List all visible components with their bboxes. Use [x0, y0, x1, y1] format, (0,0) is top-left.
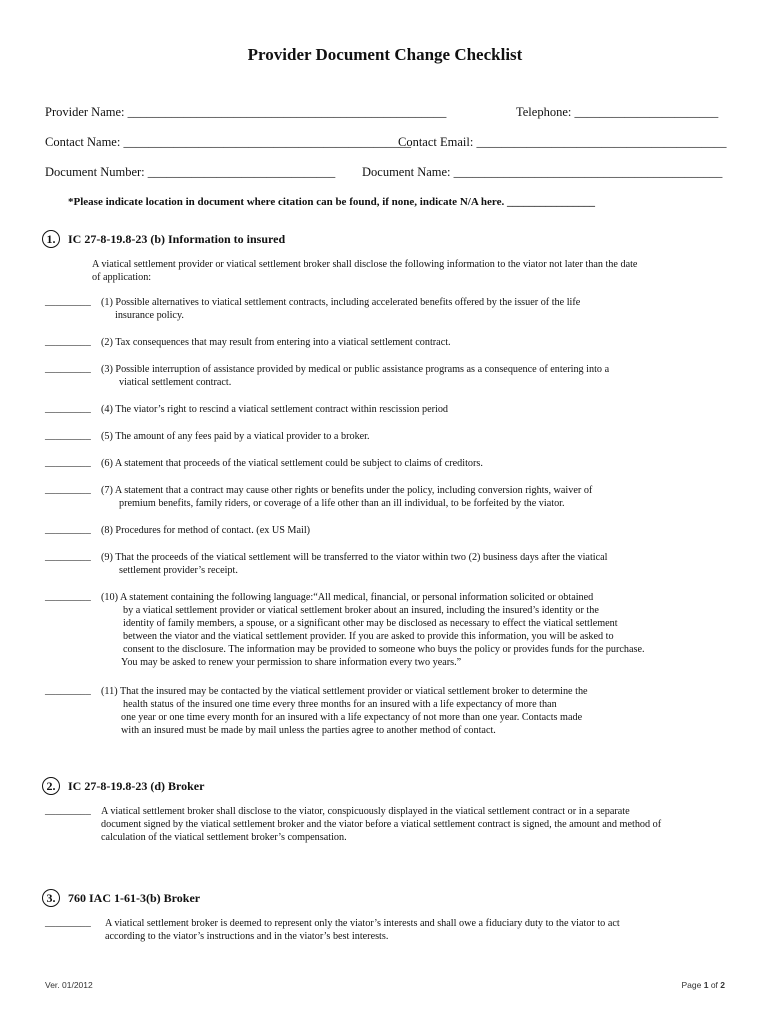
item-3-blank[interactable]: _________ [45, 363, 91, 374]
item-line: insurance policy. [115, 310, 184, 321]
item-8-blank[interactable]: _________ [45, 524, 91, 535]
item-line: health status of the insured one time every three months for an insured with a life expectancy of more than [123, 699, 557, 710]
page-indicator [682, 980, 726, 990]
contact-email-field[interactable]: Contact Email: ________________________________________ [398, 135, 727, 149]
item-11-blank[interactable]: _________ [45, 685, 91, 696]
section-number-badge: 3. [42, 889, 60, 907]
item-line: one year or one time every month for an insured with a life expectancy of not more than one year. Contacts made [121, 712, 583, 723]
item-line: (11) That the insured may be contacted by the viatical settlement provider or viatical settlement broker to determine the [101, 686, 588, 697]
item-line: viatical settlement contract. [119, 377, 232, 388]
item-10 [101, 591, 645, 669]
section-2-text [101, 805, 661, 844]
section-1-intro [92, 258, 637, 284]
section-line: A viatical settlement broker is deemed to represent only the viator’s interests and shall owe a fiduciary duty to the viator to act [105, 918, 620, 929]
section-1-heading [42, 230, 285, 248]
item-9-blank[interactable]: _________ [45, 551, 91, 562]
section-line: document signed by the viatical settlement broker and the viator before a viatical settlement contract is signed, the amount and method of [101, 819, 662, 830]
item-line: (5) The amount of any fees paid by a viatical provider to a broker. [101, 431, 370, 442]
document-name-field[interactable]: Document Name: ___________________________________________ [362, 165, 723, 179]
item-line: (1) Possible alternatives to viatical settlement contracts, including accelerated benefits offered by the issuer of the life [101, 297, 581, 308]
item-2 [101, 336, 451, 349]
item-7 [101, 484, 592, 510]
item-5-blank[interactable]: _________ [45, 430, 91, 441]
item-line: (8) Procedures for method of contact. (ex US Mail) [101, 525, 311, 536]
item-line: (7) A statement that a contract may cause other rights or benefits under the policy, including conversion rights, waiver of [101, 485, 593, 496]
page-title: Provider Document Change Checklist [247, 45, 523, 64]
item-8 [101, 524, 310, 537]
section-3-blank[interactable]: _________ [45, 917, 91, 928]
item-4 [101, 403, 448, 416]
item-1-blank[interactable]: _________ [45, 296, 91, 307]
item-line: You may be asked to renew your permission to share information every two years.” [121, 657, 462, 668]
page-of: of [708, 980, 721, 990]
provider-name-field[interactable]: Provider Name: ___________________________________________________ [45, 105, 447, 119]
page-number: 1 [703, 980, 709, 990]
page-prefix: Page [681, 980, 704, 990]
version-label: Ver. 01/2012 [45, 980, 93, 990]
item-line: settlement provider’s receipt. [119, 565, 238, 576]
item-6 [101, 457, 483, 470]
section-2-blank[interactable]: _________ [45, 805, 91, 816]
section-2-heading [42, 777, 204, 795]
section-number-badge: 1. [42, 230, 60, 248]
item-line: (10) A statement containing the following language:“All medical, financial, or personal information solicited or obtained [101, 592, 594, 603]
section-heading-text: 760 IAC 1-61-3(b) Broker [68, 891, 201, 905]
item-3 [101, 363, 609, 389]
citation-note: *Please indicate location in document where citation can be found, if none, indicate N/A here. ________________ [68, 196, 595, 208]
intro-line: of application: [92, 272, 152, 283]
section-heading-text: IC 27-8-19.8-23 (d) Broker [68, 779, 205, 793]
item-line: by a viatical settlement provider or viatical settlement broker about an insured, including the insured’s identity or the [123, 605, 599, 616]
item-line: consent to the disclosure. The information may be provided to someone who buys the policy or provides funds for the purchase. [123, 644, 645, 655]
item-line: (2) Tax consequences that may result from entering into a viatical settlement contract. [101, 337, 451, 348]
document-number-field[interactable]: Document Number: ______________________________ [45, 165, 336, 179]
contact-name-field[interactable]: Contact Name: ______________________________________________ [45, 135, 411, 149]
section-3-heading [42, 889, 200, 907]
item-line: (4) The viator’s right to rescind a viatical settlement contract within rescission period [101, 404, 449, 415]
item-4-blank[interactable]: _________ [45, 403, 91, 414]
item-line: with an insured must be made by mail unless the parties agree to another method of contact. [121, 725, 496, 736]
section-line: A viatical settlement broker shall disclose to the viator, conspicuously displayed in the viatical settlement contract or in a separate [101, 806, 630, 817]
item-line: (9) That the proceeds of the viatical settlement will be transferred to the viator within two (2) business days after the viatical [101, 552, 608, 563]
item-7-blank[interactable]: _________ [45, 484, 91, 495]
intro-line: A viatical settlement provider or viatical settlement broker shall disclose the following information to the viator not later than the date [92, 259, 638, 270]
item-line: (3) Possible interruption of assistance provided by medical or public assistance programs as a consequence of entering into a [101, 364, 610, 375]
section-number-badge: 2. [42, 777, 60, 795]
section-heading-text: IC 27-8-19.8-23 (b) Information to insured [68, 232, 286, 246]
item-9 [101, 551, 607, 577]
item-line: (6) A statement that proceeds of the viatical settlement could be subject to claims of creditors. [101, 458, 483, 469]
item-line: premium benefits, family riders, or coverage of a life other than an ill individual, to be forfeited by the viator. [119, 498, 565, 509]
section-3-text [105, 917, 620, 943]
section-line: calculation of the viatical settlement broker’s compensation. [101, 832, 347, 843]
item-10-blank[interactable]: _________ [45, 591, 91, 602]
item-11 [101, 685, 588, 737]
item-1 [101, 296, 580, 322]
item-line: between the viator and the viatical settlement provider. If you are asked to provide this information, you will be asked to [123, 631, 614, 642]
item-line: identity of family members, a spouse, or a significant other may be disclosed as necessary to effect the viatical settlement [123, 618, 618, 629]
item-2-blank[interactable]: _________ [45, 336, 91, 347]
item-6-blank[interactable]: _________ [45, 457, 91, 468]
item-5 [101, 430, 370, 443]
telephone-field[interactable]: Telephone: _______________________ [516, 105, 719, 119]
section-line: according to the viator’s instructions and in the viator’s best interests. [105, 931, 389, 942]
page-total: 2 [720, 980, 725, 990]
